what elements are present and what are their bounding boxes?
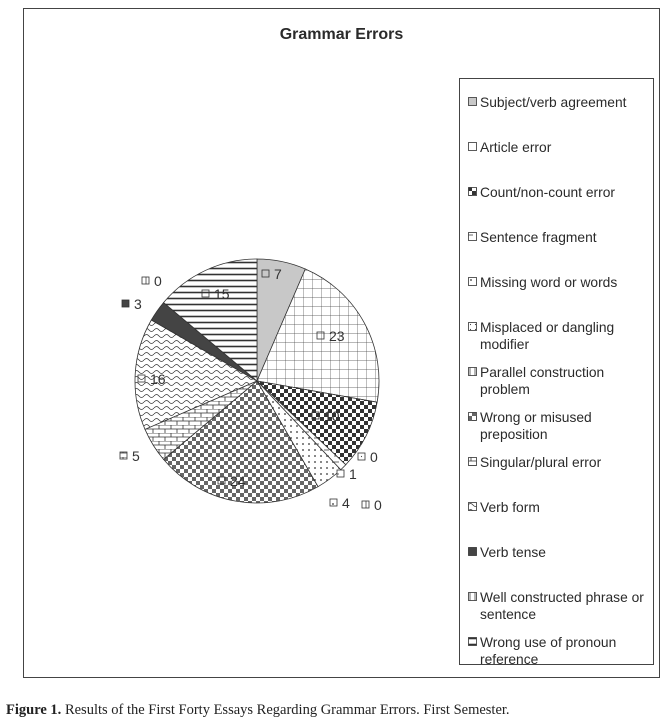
legend-swatch-sentence-fragment bbox=[468, 232, 477, 241]
legend-label-verb-form: Verb form bbox=[480, 500, 540, 515]
legend-label-well-constructed-phrase-or-sentence: Well constructed phrase or sentence bbox=[480, 590, 644, 622]
legend-swatch-subject-verb-agreement bbox=[468, 97, 477, 106]
legend-swatch-wrong-use-of-pronoun-reference bbox=[468, 637, 477, 646]
legend-swatch-misplaced-or-dangling-modifier bbox=[468, 322, 477, 331]
figure-caption bbox=[6, 702, 510, 719]
legend-item-wrong-use-of-pronoun-reference bbox=[468, 634, 650, 668]
pie-chart bbox=[24, 9, 444, 669]
legend-item-parallel-construction-problem bbox=[468, 364, 650, 398]
legend-label-wrong-or-misused-preposition: Wrong or misused preposition bbox=[480, 410, 592, 442]
data-label-swatch-missing-word-or-words bbox=[330, 499, 337, 506]
data-label-parallel-construction-problem: 0 bbox=[374, 497, 382, 513]
legend-item-sentence-fragment bbox=[468, 229, 650, 246]
legend-label-sentence-fragment: Sentence fragment bbox=[480, 230, 597, 245]
data-label-swatch-wrong-or-misused-preposition bbox=[218, 477, 225, 484]
legend-label-verb-tense: Verb tense bbox=[480, 545, 546, 560]
legend-swatch-verb-tense bbox=[468, 547, 477, 556]
data-label-wrong-use-of-pronoun-reference: 15 bbox=[214, 286, 230, 302]
legend-item-wrong-or-misused-preposition bbox=[468, 409, 650, 443]
data-label-well-constructed-phrase-or-sentence: 0 bbox=[154, 273, 162, 289]
data-label-verb-tense: 3 bbox=[134, 296, 142, 312]
legend-item-verb-tense bbox=[468, 544, 650, 561]
data-label-swatch-subject-verb-agreement bbox=[262, 270, 269, 277]
legend-swatch-verb-form bbox=[468, 502, 477, 511]
legend-swatch-parallel-construction-problem bbox=[468, 367, 477, 376]
chart-frame bbox=[23, 8, 660, 678]
legend-swatch-article-error bbox=[468, 142, 477, 151]
legend-label-misplaced-or-dangling-modifier: Misplaced or dangling modifier bbox=[480, 320, 615, 352]
legend-label-count-non-count-error: Count/non-count error bbox=[480, 185, 615, 200]
legend-item-well-constructed-phrase-or-sentence bbox=[468, 589, 650, 623]
data-label-swatch-sentence-fragment bbox=[337, 470, 344, 477]
legend-item-missing-word-or-words bbox=[468, 274, 650, 291]
data-label-sentence-fragment: 1 bbox=[349, 466, 357, 482]
legend-label-singular-plural-error: Singular/plural error bbox=[480, 455, 602, 470]
data-label-swatch-wrong-use-of-pronoun-reference bbox=[202, 290, 209, 297]
legend-label-parallel-construction-problem: Parallel construction problem bbox=[480, 365, 605, 397]
legend-item-subject-verb-agreement bbox=[468, 94, 650, 111]
legend-label-subject-verb-agreement: Subject/verb agreement bbox=[480, 95, 627, 110]
caption-text: Results of the First Forty Essays Regarding Grammar Errors. First Semester. bbox=[61, 702, 510, 718]
legend-item-article-error bbox=[468, 139, 650, 156]
legend-swatch-wrong-or-misused-preposition bbox=[468, 412, 477, 421]
legend-swatch-count-non-count-error bbox=[468, 187, 477, 196]
data-label-count-non-count-error: 10 bbox=[324, 408, 340, 424]
data-label-swatch-well-constructed-phrase-or-sentence bbox=[142, 277, 149, 284]
legend-item-verb-form bbox=[468, 499, 650, 516]
legend-item-misplaced-or-dangling-modifier bbox=[468, 319, 650, 353]
data-label-wrong-or-misused-preposition: 24 bbox=[230, 473, 246, 489]
legend-swatch-singular-plural-error bbox=[468, 457, 477, 466]
legend-label-wrong-use-of-pronoun-reference: Wrong use of pronoun reference bbox=[480, 635, 617, 667]
data-label-swatch-count-non-count-error bbox=[312, 412, 319, 419]
legend-label-article-error: Article error bbox=[480, 140, 552, 155]
data-label-missing-word-or-words: 4 bbox=[342, 495, 350, 511]
data-label-swatch-verb-form bbox=[138, 375, 145, 382]
data-label-swatch-parallel-construction-problem bbox=[362, 501, 369, 508]
data-label-swatch-misplaced-or-dangling-modifier bbox=[358, 453, 365, 460]
legend-swatch-missing-word-or-words bbox=[468, 277, 477, 286]
data-label-swatch-singular-plural-error bbox=[120, 452, 127, 459]
data-label-article-error: 23 bbox=[329, 328, 345, 344]
data-label-swatch-article-error bbox=[317, 332, 324, 339]
data-label-singular-plural-error: 5 bbox=[132, 448, 140, 464]
caption-label: Figure 1. bbox=[6, 702, 62, 718]
data-label-verb-form: 16 bbox=[150, 371, 166, 387]
legend-item-singular-plural-error bbox=[468, 454, 650, 471]
chart-title: Grammar Errors bbox=[279, 26, 404, 43]
legend-label-missing-word-or-words: Missing word or words bbox=[480, 275, 618, 290]
chart-legend bbox=[459, 78, 654, 665]
legend-swatch-well-constructed-phrase-or-sentence bbox=[468, 592, 477, 601]
data-label-misplaced-or-dangling-modifier: 0 bbox=[370, 449, 378, 465]
data-label-swatch-verb-tense bbox=[122, 300, 129, 307]
data-label-subject-verb-agreement: 7 bbox=[274, 266, 282, 282]
legend-item-count-non-count-error bbox=[468, 184, 650, 201]
